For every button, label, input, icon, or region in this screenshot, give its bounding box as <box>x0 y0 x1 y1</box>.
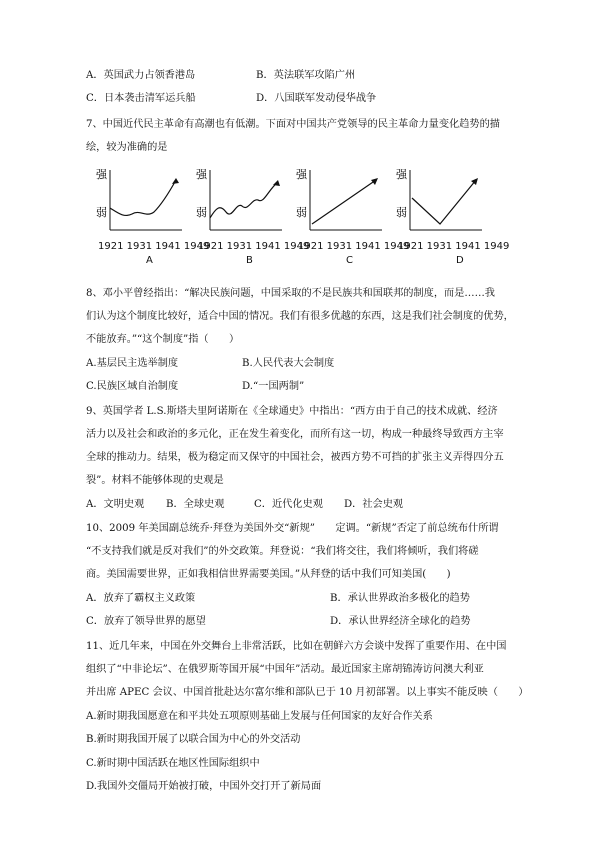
arrow-head <box>371 178 378 185</box>
q9-stem-line4: 裂”。材料不能够体现的史观是 <box>86 475 224 486</box>
q10-option-b: B．承认世界政治多极化的趋势 <box>330 593 470 604</box>
q10-stem-line2: “不支持我们就是反对我们”的外交政策。拜登说：“我们将交往，我们将倾听，我们将磋 <box>86 546 479 557</box>
q10-stem-line3: 商。美国需要世界，正如我相信世界需要美国。”从拜登的话中我们可知美国( ) <box>86 569 451 580</box>
q7-graph-c-xticks: 1921 1931 1941 1949 <box>298 241 410 252</box>
y-low-label: 弱 <box>196 206 207 219</box>
q11-option-b: B.新时期我国开展了以联合国为中心的外交活动 <box>86 734 301 745</box>
q7-graph-a <box>96 168 176 238</box>
y-low-label: 弱 <box>96 206 107 219</box>
q9-stem-line2: 活力以及社会和政治的多元化，正在发生着变化，而所有这一切，构成一种最终导致西方主宰 <box>86 429 504 440</box>
y-low-label: 弱 <box>396 206 407 219</box>
q9-stem-line1: 9、英国学者 L.S.斯塔夫里阿诺斯在《全球通史》中指出：“西方由于自己的技术成就、经济 <box>86 406 498 417</box>
q7-stem-line1: 7、中国近代民主革命有高潮也有低潮。下面对中国共产党领导的民主革命力量变化趋势的描 <box>86 119 500 130</box>
q7-graph-d <box>396 168 476 238</box>
q8-stem-line2: 们认为这个制度比较好，适合中国的情况。我们有很多优越的东西，这是我们社会制度的优势， <box>86 311 514 322</box>
q11-option-a: A.新时期我国愿意在和平共处五项原则基础上发展与任何国家的友好合作关系 <box>86 711 433 722</box>
arrow-head <box>273 180 280 186</box>
y-high-label: 强 <box>96 168 107 181</box>
q9-option-b: B．全球史观 <box>166 499 225 510</box>
q7-graph-b <box>196 168 276 238</box>
q7-graph-c-label: C <box>346 255 353 266</box>
q6-option-c: C．日本袭击清军运兵船 <box>86 93 196 104</box>
q7-stem-line2: 绘，较为准确的是 <box>86 142 168 153</box>
q11-stem-line2: 组织了“中非论坛”、在俄罗斯等国开展“中国年”活动。最近国家主席胡锦涛访问澳大利亚 <box>86 664 484 675</box>
q7-graph-d-label: D <box>456 255 464 266</box>
q11-option-d: D.我国外交僵局开始被打破，中国外交打开了新局面 <box>86 781 322 792</box>
arrow-head <box>172 178 179 184</box>
q11-option-c: C.新时期中国活跃在地区性国际组织中 <box>86 758 260 769</box>
q8-option-b: B.人民代表大会制度 <box>242 358 335 369</box>
q9-option-d: D．社会史观 <box>344 499 404 510</box>
q10-option-d: D．承认世界经济全球化的趋势 <box>330 616 471 627</box>
q7-graph-d-xticks: 1921 1931 1941 1949 <box>398 241 510 252</box>
y-high-label: 强 <box>196 168 207 181</box>
q10-option-c: C．放弃了领导世界的愿望 <box>86 616 206 627</box>
y-high-label: 强 <box>396 168 407 181</box>
q7-graph-b-label: B <box>246 255 253 266</box>
trend-line <box>412 180 476 224</box>
q6-option-d: D．八国联军发动侵华战争 <box>256 93 377 104</box>
trend-line <box>312 180 376 224</box>
q8-option-c: C.民族区域自治制度 <box>86 381 179 392</box>
q7-graph-b-xticks: 1921 1931 1941 1949 <box>198 241 310 252</box>
y-low-label: 弱 <box>296 206 307 219</box>
q9-option-a: A．文明史观 <box>86 499 145 510</box>
q10-stem-line1: 10、2009 年美国副总统乔·拜登为美国外交“新规” 定调。“新规”否定了前总统布什所谓 <box>86 523 499 534</box>
q6-option-a: A．英国武力占领香港岛 <box>86 70 196 81</box>
q7-graph-a-xticks: 1921 1931 1941 1949 <box>98 241 210 252</box>
q7-graph-a-label: A <box>146 255 153 266</box>
q9-option-c: C．近代化史观 <box>254 499 323 510</box>
trend-line <box>210 182 278 218</box>
q8-stem-line3: 不能放弃。”“这个制度”指（ ） <box>86 334 240 345</box>
q8-option-a: A.基层民主选举制度 <box>86 358 179 369</box>
q11-stem-line1: 11、近几年来，中国在外交舞台上非常活跃，比如在朝鲜六方会谈中发挥了重要作用、在中国 <box>86 641 507 652</box>
y-high-label: 强 <box>296 168 307 181</box>
q8-option-d: D.“一国两制” <box>242 381 305 392</box>
q6-option-b: B．英法联军攻陷广州 <box>256 70 356 81</box>
trend-line <box>110 180 176 215</box>
q11-stem-line3: 并出席 APEC 会议、中国首批赴达尔富尔维和部队已于 10 月初部署。以上事实不能反映（ ） <box>86 687 529 698</box>
q7-graph-c <box>296 168 376 238</box>
q8-stem-line1: 8、邓小平曾经指出：“解决民族问题，中国采取的不是民族共和国联邦的制度，而是……我 <box>86 288 495 299</box>
q10-option-a: A．放弃了霸权主义政策 <box>86 593 196 604</box>
q9-stem-line3: 全球的推动力。结果，极为稳定而又保守的中国社会，被西方势不可挡的扩张主义弄得四分五 <box>86 452 504 463</box>
